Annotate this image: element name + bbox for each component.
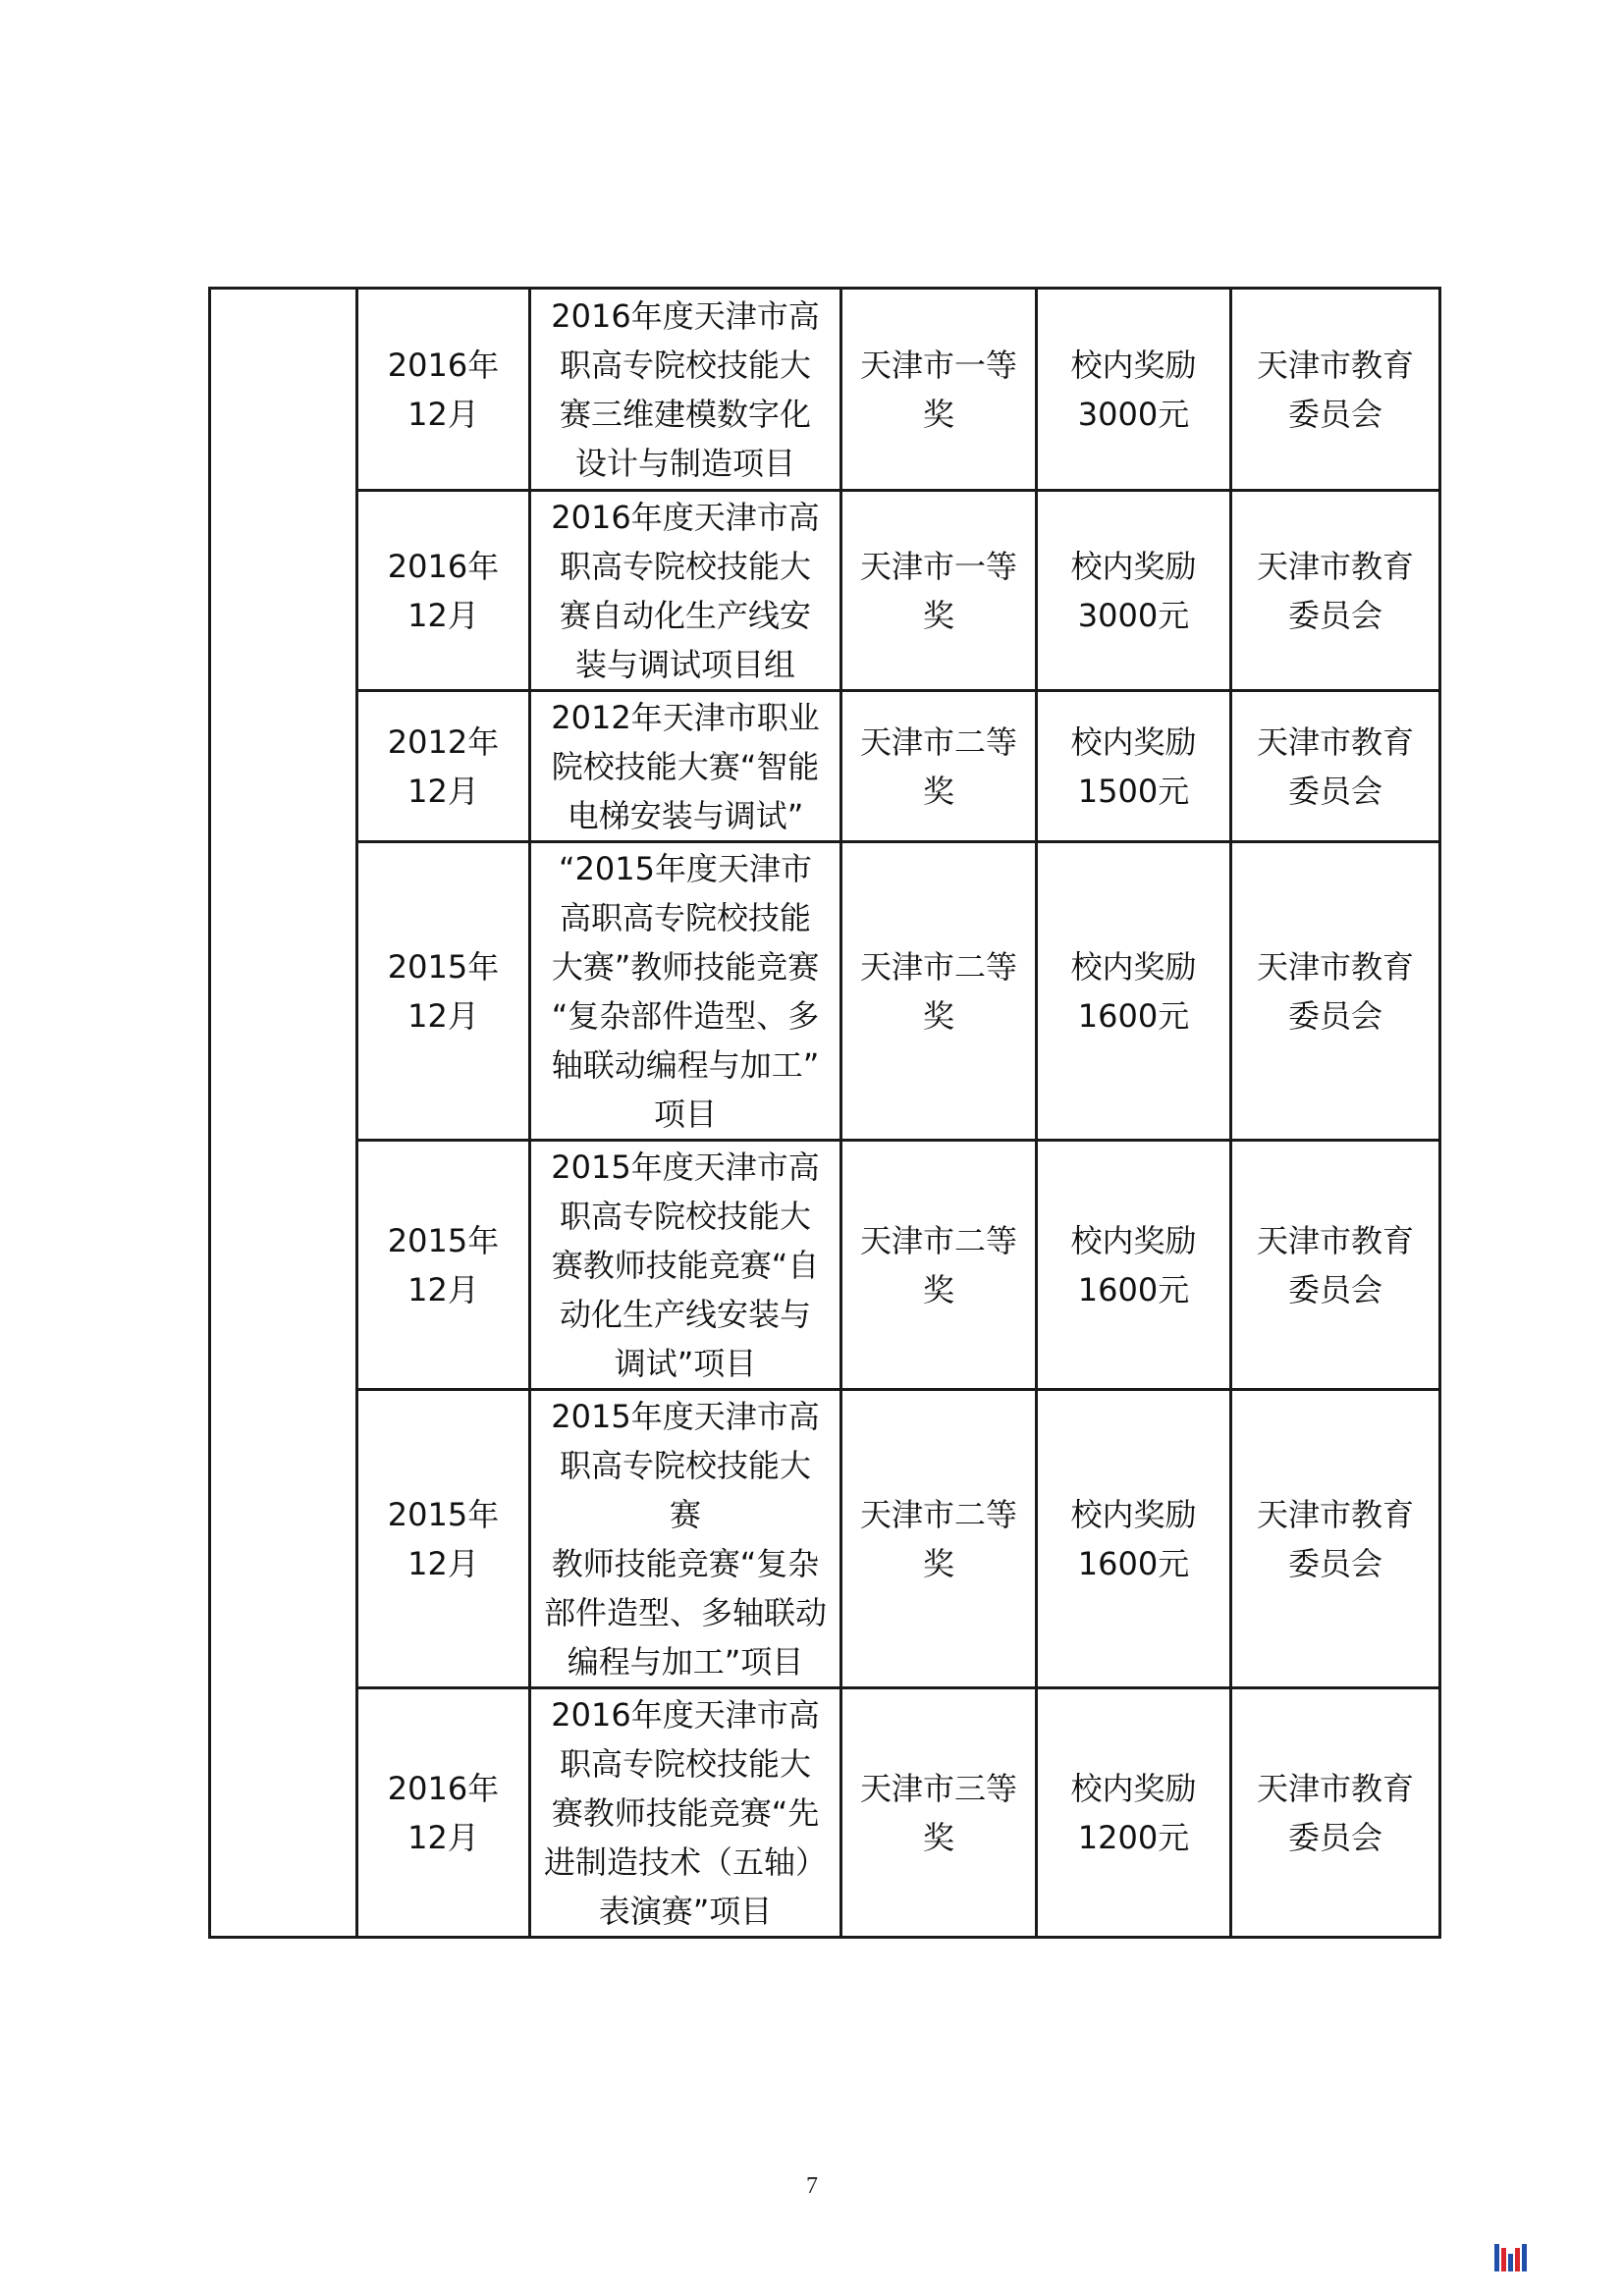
issuer-cell: 天津市教育 委员会: [1231, 289, 1440, 491]
table-row: [210, 842, 1440, 1141]
reward-cell: 校内奖励 1200元: [1037, 1688, 1231, 1938]
date-cell: 2012年 12月: [357, 691, 530, 842]
competition-cell: “2015年度天津市 高职高专院校技能 大赛”教师技能竞赛 “复杂部件造型、多 轴联动编程与加工” 项目: [530, 842, 841, 1141]
date-cell: 2015年 12月: [357, 1390, 530, 1688]
awards-table: [208, 287, 1441, 1939]
reward-cell: 校内奖励 1600元: [1037, 1390, 1231, 1688]
reward-cell: 校内奖励 3000元: [1037, 289, 1231, 491]
issuer-cell: 天津市教育 委员会: [1231, 842, 1440, 1141]
table-row: [210, 691, 1440, 842]
reward-cell: 校内奖励 1600元: [1037, 842, 1231, 1141]
reward-cell: 校内奖励 1600元: [1037, 1141, 1231, 1390]
award-cell: 天津市二等 奖: [841, 1141, 1037, 1390]
competition-cell: 2016年度天津市高 职高专院校技能大 赛自动化生产线安 装与调试项目组: [530, 491, 841, 691]
date-cell: 2016年 12月: [357, 289, 530, 491]
merged-category-cell: [210, 289, 357, 1938]
award-cell: 天津市一等 奖: [841, 491, 1037, 691]
award-cell: 天津市一等 奖: [841, 289, 1037, 491]
page-number: 7: [806, 2173, 818, 2199]
logo-stripes: [1494, 2244, 1527, 2271]
m-logo-icon: [1492, 2242, 1534, 2273]
issuer-cell: 天津市教育 委员会: [1231, 1141, 1440, 1390]
table-row: [210, 491, 1440, 691]
issuer-cell: 天津市教育 委员会: [1231, 1688, 1440, 1938]
table-row: [210, 1390, 1440, 1688]
competition-cell: 2015年度天津市高 职高专院校技能大 赛 教师技能竞赛“复杂 部件造型、多轴联动 编程与加工”项目: [530, 1390, 841, 1688]
reward-cell: 校内奖励 1500元: [1037, 691, 1231, 842]
table-row: [210, 289, 1440, 491]
date-cell: 2015年 12月: [357, 842, 530, 1141]
award-cell: 天津市二等 奖: [841, 1390, 1037, 1688]
table-row: [210, 1688, 1440, 1938]
date-cell: 2015年 12月: [357, 1141, 530, 1390]
date-cell: 2016年 12月: [357, 1688, 530, 1938]
table-row: [210, 1141, 1440, 1390]
award-cell: 天津市二等 奖: [841, 691, 1037, 842]
issuer-cell: 天津市教育 委员会: [1231, 691, 1440, 842]
competition-cell: 2016年度天津市高 职高专院校技能大 赛三维建模数字化 设计与制造项目: [530, 289, 841, 491]
competition-cell: 2015年度天津市高 职高专院校技能大 赛教师技能竞赛“自 动化生产线安装与 调试”项目: [530, 1141, 841, 1390]
award-cell: 天津市二等 奖: [841, 842, 1037, 1141]
reward-cell: 校内奖励 3000元: [1037, 491, 1231, 691]
competition-cell: 2012年天津市职业 院校技能大赛“智能 电梯安装与调试”: [530, 691, 841, 842]
date-cell: 2016年 12月: [357, 491, 530, 691]
award-cell: 天津市三等 奖: [841, 1688, 1037, 1938]
issuer-cell: 天津市教育 委员会: [1231, 491, 1440, 691]
issuer-cell: 天津市教育 委员会: [1231, 1390, 1440, 1688]
competition-cell: 2016年度天津市高 职高专院校技能大 赛教师技能竞赛“先 进制造技术（五轴） 表演赛”项目: [530, 1688, 841, 1938]
